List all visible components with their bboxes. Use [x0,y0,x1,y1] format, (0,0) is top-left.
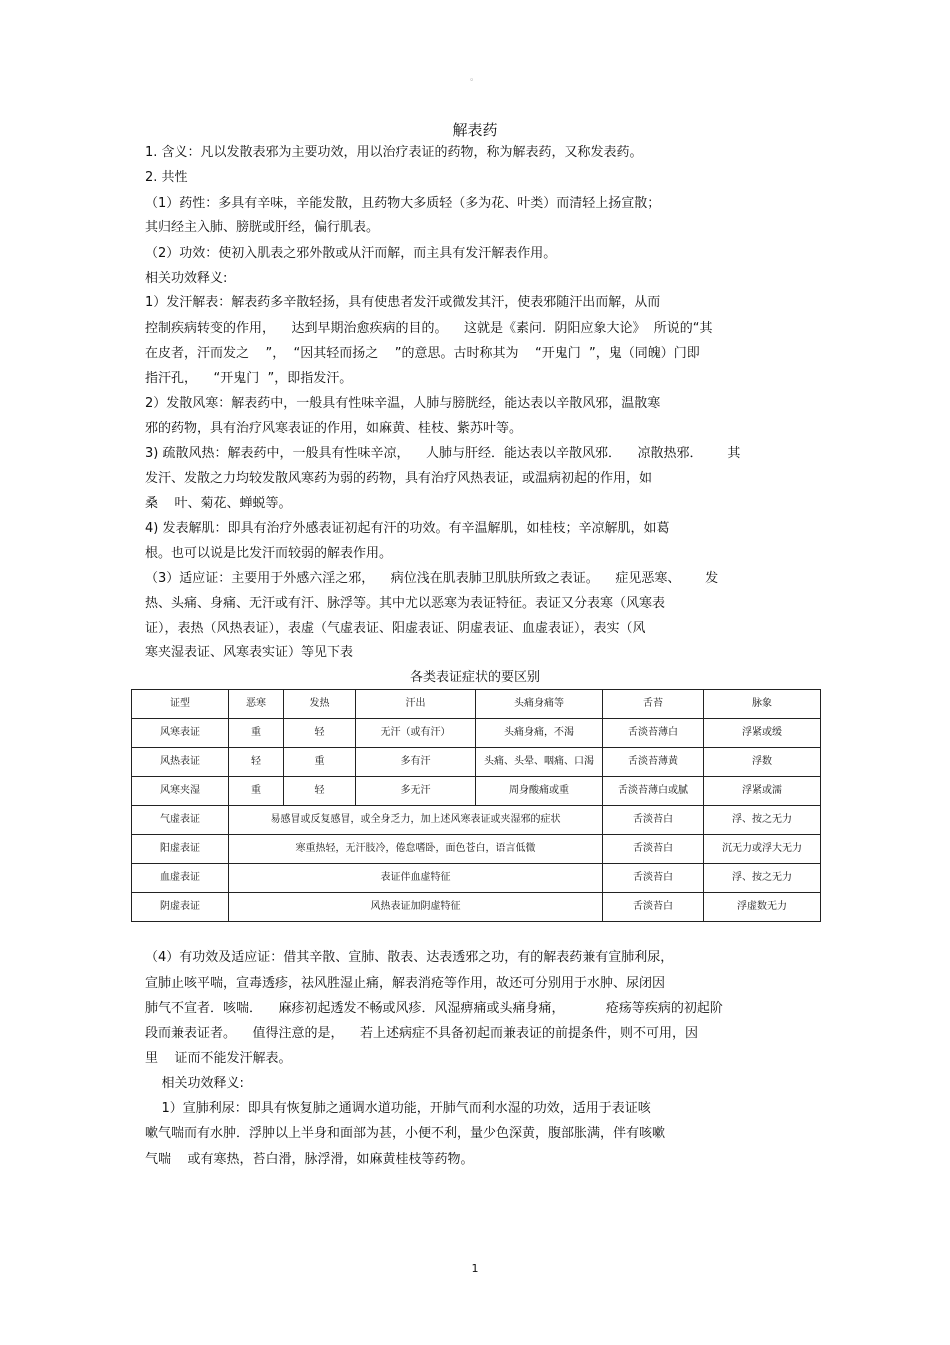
table-cell: 轻 [284,719,356,748]
table-cell: 多无汗 [356,777,476,806]
text-line: 2）发散风寒：解表药中，一般具有性味辛温，人肺与膀胱经，能达表以辛散风邪，温散寒 [145,396,661,411]
text-line: 桑 叶、菊花、蝉蜕等。 [145,496,292,511]
table-cell: 血虚表证 [132,864,229,893]
text-line: （3）适应证：主要用于外感六淫之邪， 病位浅在肌表肺卫肌肤所致之表证。 症见恶寒、 发 [145,571,719,586]
text-line: 3) 疏散风热：解表药中，一般具有性味辛凉， 人肺与肝经．能达表以辛散风邪． 凉散热邪． 其 [145,446,741,461]
page-title: 解表药 [452,121,498,139]
table-cell: 重 [284,748,356,777]
table-cell: 轻 [229,748,284,777]
table-cell: 浮、按之无力 [704,864,821,893]
table-cell: 轻 [284,777,356,806]
table-cell: 头痛身痛等 [476,690,603,719]
table-cell: 寒重热轻，无汗肢冷，倦怠嗜卧，面色苍白，语言低微 [229,835,603,864]
table-cell: 浮紧或濡 [704,777,821,806]
table-cell: 周身酸痛或重 [476,777,603,806]
text-line: 寒夹湿表证、风寒表实证）等见下表 [145,645,354,660]
table-row [132,806,821,835]
table-cell: 浮数 [704,748,821,777]
table-cell: 恶寒 [229,690,284,719]
text-line: 1. 含义：凡以发散表邪为主要功效，用以治疗表证的药物，称为解表药，又称发表药。 [145,145,643,160]
text-line: 1）发汗解表：解表药多辛散轻扬，具有使患者发汗或微发其汗，使表邪随汗出而解，从而 [145,295,661,310]
text-line: 宣肺止咳平喘，宣毒透疹，祛风胜湿止痛，解表消疮等作用，故还可分别用于水肿、尿闭因 [145,976,666,991]
text-line: 证），表热（风热表证），表虚（气虚表证、阳虚表证、阴虚表证、血虚表证），表实（风 [145,621,646,636]
text-line: 2. 共性 [145,170,188,185]
page-number: 1 [471,1262,479,1275]
text-line: 里 证而不能发汗解表。 [145,1051,292,1066]
text-line: 根。也可以说是比发汗而较弱的解表作用。 [145,546,393,561]
table-cell: 舌淡苔白 [603,806,704,835]
text-line: 气喘 或有寒热，苔白滑，脉浮滑，如麻黄桂枝等药物。 [145,1152,474,1167]
table-cell: 头痛身痛，不渴 [476,719,603,748]
table-cell: 舌淡苔白 [603,864,704,893]
text-line: （4）有功效及适应证：借其辛散、宣肺、散表、达表透邪之功，有的解表药兼有宣肺利尿， [145,950,674,965]
table-cell: 浮、按之无力 [704,806,821,835]
symptom-table [131,689,821,922]
text-line: 发汗、发散之力均较发散风寒药为弱的药物，具有治疗风热表证，或温病初起的作用，如 [145,471,653,486]
table-cell: 风热表证 [132,748,229,777]
text-line: 控制疾病转变的作用， 达到早期治愈疾病的目的。 这就是《素问. 阴阳应象大论》 所说的“其 [145,321,713,336]
table-cell: 无汗（或有汗） [356,719,476,748]
text-line: （1）药性：多具有辛味，辛能发散，且药物大多质轻（多为花、叶类）而清轻上扬宣散； [145,196,661,211]
text-line: 相关功效释义: [145,271,228,286]
table-cell: 重 [229,719,284,748]
table-cell: 头痛、头晕、咽痛、口渴 [476,748,603,777]
table-cell: 汗出 [356,690,476,719]
table-cell: 表证伴血虚特征 [229,864,603,893]
text-line: 在皮者，汗而发之 ”， “因其轻而扬之 ”的意思。古时称其为 “开鬼门 ”，鬼（同魄）门即 [145,346,700,361]
text-line: 相关功效释义: [145,1076,244,1091]
text-line: 4) 发表解肌：即具有治疗外感表证初起有汗的功效。有辛温解肌，如桂枝；辛凉解肌，如葛 [145,521,670,536]
table-cell: 浮虚数无力 [704,893,821,922]
table-cell: 脉象 [704,690,821,719]
table-cell: 易感冒或反复感冒，或全身乏力，加上述风寒表证或夹湿邪的症状 [229,806,603,835]
table-cell: 风热表证加阴虚特征 [229,893,603,922]
text-line: 段而兼表证者。 值得注意的是， 若上述病症不具备初起而兼表证的前提条件，则不可用，因 [145,1026,699,1041]
table-cell: 风寒表证 [132,719,229,748]
table-cell: 多有汗 [356,748,476,777]
text-line: 嗽气喘而有水肿．浮肿以上半身和面部为甚，小便不利，量少色深黄，腹部胀满，伴有咳嗽 [145,1126,666,1141]
table-row [132,777,821,806]
table-cell: 舌淡苔白 [603,835,704,864]
table-row [132,748,821,777]
table-row [132,690,821,719]
table-cell: 阴虚表证 [132,893,229,922]
table-cell: 风寒夹湿 [132,777,229,806]
table-cell: 气虚表证 [132,806,229,835]
table-cell: 舌苔 [603,690,704,719]
table-cell: 舌淡苔白 [603,893,704,922]
table-cell: 舌淡苔薄白或腻 [603,777,704,806]
table-cell: 阳虚表证 [132,835,229,864]
table-cell: 沉无力或浮大无力 [704,835,821,864]
table-row [132,719,821,748]
table-caption: 各类表证症状的要区别 [409,670,540,685]
table-cell: 舌淡苔薄黄 [603,748,704,777]
text-line: 其归经主入肺、膀胱或肝经，偏行肌表。 [145,220,380,235]
text-line: 指汗孔， “开鬼门 ”，即指发汗。 [145,371,353,386]
table-cell: 重 [229,777,284,806]
table-row [132,893,821,922]
text-line: 热、头痛、身痛、无汗或有汗、脉浮等。其中尤以恶寒为表证特征。表证又分表寒（风寒表 [145,596,666,611]
table-row [132,864,821,893]
text-line: 邪的药物，具有治疗风寒表证的作用，如麻黄、桂枝、紫苏叶等。 [145,421,523,436]
table-cell: 浮紧或缓 [704,719,821,748]
text-line: 1）宣肺利尿：即具有恢复肺之通调水道功能，开肺气而利水湿的功效，适用于表证咳 [145,1101,651,1116]
table-cell: 舌淡苔薄白 [603,719,704,748]
table-row [132,835,821,864]
table-cell: 发热 [284,690,356,719]
table-cell: 证型 [132,690,229,719]
text-line: 肺气不宣者．咳喘． 麻疹初起透发不畅或风疹．风湿痹痛或头痛身痛， 疮疡等疾病的初起阶 [145,1001,723,1016]
header-mark: 。 [470,73,480,83]
text-line: （2）功效：使初入肌表之邪外散或从汗而解，而主具有发汗解表作用。 [145,246,557,261]
